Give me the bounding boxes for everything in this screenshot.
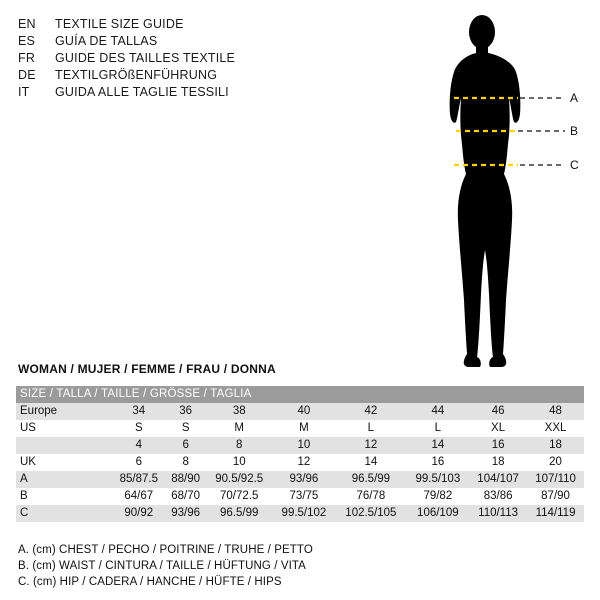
cell: XXL xyxy=(544,422,567,434)
cell: M xyxy=(234,422,244,434)
language-code-es: ES xyxy=(18,34,36,48)
cell: 16 xyxy=(431,456,445,468)
row-label-a: A xyxy=(20,473,28,485)
cell: 87/90 xyxy=(541,490,570,502)
cell: 90/92 xyxy=(124,507,154,519)
cell: M xyxy=(299,422,309,434)
cell: 79/82 xyxy=(423,490,453,502)
measure-label-c: C xyxy=(570,158,580,172)
cell: S xyxy=(181,422,190,434)
language-row-fr xyxy=(18,50,318,67)
language-code-fr: FR xyxy=(18,51,36,65)
language-text-de: TEXTILGRÖßENFÜHRUNG xyxy=(55,68,218,82)
cell: 14 xyxy=(364,456,378,468)
cell: 8 xyxy=(182,456,189,468)
cell: 8 xyxy=(236,439,243,451)
cell: 12 xyxy=(364,439,378,451)
row-label-uk: UK xyxy=(20,456,36,468)
legend-row-b: B. (cm) WAIST / CINTURA / TAILLE / HÜFTUNG / VITA xyxy=(18,560,306,572)
section-title: WOMAN / MUJER / FEMME / FRAU / DONNA xyxy=(18,362,276,376)
language-header-block xyxy=(18,16,318,101)
cell: S xyxy=(134,422,143,434)
cell: 90.5/92.5 xyxy=(215,473,264,485)
cell: 104/107 xyxy=(477,473,519,485)
cell: 114/119 xyxy=(535,507,576,519)
cell: 44 xyxy=(431,405,445,417)
cell: XL xyxy=(491,422,506,434)
cell: 10 xyxy=(232,456,246,468)
measure-label-b: B xyxy=(570,124,579,138)
language-text-it: GUIDA ALLE TAGLIE TESSILI xyxy=(55,85,229,99)
row-label-europe: Europe xyxy=(20,405,58,417)
legend-row-a: A. (cm) CHEST / PECHO / POITRINE / TRUHE / PETTO xyxy=(18,544,313,556)
measure-label-a: A xyxy=(570,91,579,105)
cell: 99.5/103 xyxy=(415,473,461,485)
cell: 10 xyxy=(297,439,311,451)
cell: 18 xyxy=(491,456,505,468)
cell: 18 xyxy=(549,439,562,451)
language-row-es xyxy=(18,33,318,50)
table-row xyxy=(16,454,584,471)
table-row xyxy=(16,437,584,454)
cell: 14 xyxy=(431,439,445,451)
language-text-es: GUÍA DE TALLAS xyxy=(55,34,158,48)
cell: 48 xyxy=(549,405,562,417)
cell: 99.5/102 xyxy=(281,507,327,519)
language-text-en: TEXTILE SIZE GUIDE xyxy=(55,17,184,31)
cell: 46 xyxy=(491,405,505,417)
cell: 102.5/105 xyxy=(345,507,397,519)
cell: 85/87.5 xyxy=(119,473,158,485)
row-label-us-numeric xyxy=(16,437,112,454)
cell: 6 xyxy=(182,439,189,451)
cell: 88/90 xyxy=(171,473,201,485)
cell: 38 xyxy=(232,405,246,417)
measurement-lines xyxy=(430,10,590,370)
table-row xyxy=(16,488,584,505)
table-row xyxy=(16,403,584,420)
cell: 20 xyxy=(549,456,562,468)
cell: 4 xyxy=(135,439,142,451)
cell: 96.5/99 xyxy=(351,473,391,485)
language-code-it: IT xyxy=(18,85,30,99)
cell: 42 xyxy=(364,405,378,417)
table-row xyxy=(16,420,584,437)
language-row-en xyxy=(18,16,318,33)
cell: L xyxy=(367,422,375,434)
language-code-en: EN xyxy=(18,17,36,31)
cell: 68/70 xyxy=(171,490,201,502)
cell: 34 xyxy=(132,405,146,417)
cell: 106/109 xyxy=(417,507,459,519)
language-text-fr: GUIDE DES TAILLES TEXTILE xyxy=(55,51,236,65)
cell: 6 xyxy=(135,456,142,468)
row-label-c: C xyxy=(20,507,29,519)
cell: 110/113 xyxy=(478,507,519,519)
language-code-de: DE xyxy=(18,68,36,82)
cell: 70/72.5 xyxy=(220,490,259,502)
cell: 107/110 xyxy=(535,473,576,485)
cell: 40 xyxy=(297,405,311,417)
figure-diagram xyxy=(430,10,590,370)
cell: 16 xyxy=(491,439,505,451)
cell: 93/96 xyxy=(289,473,319,485)
row-label-us: US xyxy=(20,422,36,434)
table-row xyxy=(16,505,584,522)
cell: 64/67 xyxy=(124,490,154,502)
cell: 12 xyxy=(297,456,311,468)
cell: 76/78 xyxy=(356,490,386,502)
cell: 83/86 xyxy=(483,490,513,502)
row-label-b: B xyxy=(20,490,28,502)
cell: 93/96 xyxy=(171,507,201,519)
legend-row-c: C. (cm) HIP / CADERA / HANCHE / HÜFTE / HIPS xyxy=(18,576,282,588)
table-row xyxy=(16,471,584,488)
legend-block xyxy=(18,542,578,590)
cell: 36 xyxy=(179,405,193,417)
cell: L xyxy=(434,422,442,434)
language-row-it xyxy=(18,84,318,101)
cell: 96.5/99 xyxy=(220,507,259,519)
cell: 73/75 xyxy=(289,490,319,502)
size-table xyxy=(16,386,584,522)
language-row-de xyxy=(18,67,318,84)
table-header-label: SIZE / TALLA / TAILLE / GRÖSSE / TAGLIA xyxy=(20,388,252,400)
table-header-row xyxy=(16,386,584,403)
